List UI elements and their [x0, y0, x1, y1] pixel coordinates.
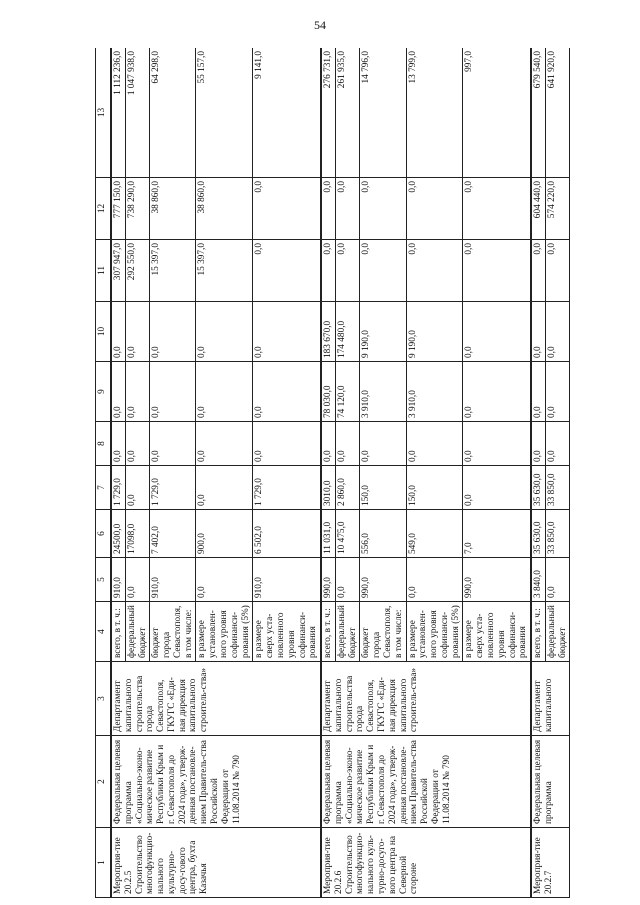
financing-table [95, 48, 570, 898]
value-cell: 0,0 [196, 302, 253, 362]
value-cell: 0,0 [321, 422, 335, 466]
column-number-row [96, 48, 112, 898]
value-cell: 900,0 [196, 510, 253, 558]
value-cell: 33 850,0 [545, 510, 570, 558]
value-cell: 0,0 [253, 178, 321, 240]
value-cell: 1 047 938,0 [125, 48, 150, 178]
value-cell: 0,0 [463, 362, 531, 422]
value-cell: 0,0 [463, 466, 531, 510]
value-cell: 549,0 [406, 510, 463, 558]
col-number: 6 [96, 510, 112, 558]
value-cell: 3 840,0 [531, 558, 545, 602]
rotated-table-area [95, 48, 640, 905]
value-cell: 174 480,0 [335, 302, 360, 362]
value-cell: 0,0 [545, 558, 570, 602]
value-cell: 0,0 [335, 422, 360, 466]
value-cell: 556,0 [360, 510, 406, 558]
program-cell: Федеральная целевая программа «Социально-эконо-мическое развитие Республики Крым и г. Севастополя до 2024 года», утверж-денная постановле-нием Правитель-ства Российской Федерации от 11.08.2014 № 790 [111, 736, 321, 828]
value-cell: 3 910,0 [406, 362, 463, 422]
value-cell: 0,0 [125, 422, 150, 466]
value-cell: 0,0 [360, 240, 406, 302]
value-cell: 0,0 [125, 466, 150, 510]
col-number: 4 [96, 602, 112, 662]
rotated-table-container [95, 48, 620, 898]
source-cell: федеральный бюджет [545, 602, 570, 662]
value-cell: 0,0 [335, 558, 360, 602]
value-cell: 910,0 [253, 558, 321, 602]
value-cell: 0,0 [463, 240, 531, 302]
col-number: 9 [96, 362, 112, 422]
col-number: 3 [96, 662, 112, 736]
source-cell: в размере сверх уста-новленного уровня софинанси-рования [253, 602, 321, 662]
source-cell: в размере установлен-ного уровня софинанси-рования (5%) [196, 602, 253, 662]
value-cell: 0,0 [360, 422, 406, 466]
source-cell: всего, в т. ч.: [111, 602, 125, 662]
value-cell: 11 031,0 [321, 510, 335, 558]
col-number: 7 [96, 466, 112, 510]
value-cell: 6 502,0 [253, 510, 321, 558]
col-number: 1 [96, 828, 112, 898]
value-cell: 0,0 [253, 240, 321, 302]
value-cell: 0,0 [531, 362, 545, 422]
value-cell: 13 799,0 [406, 48, 463, 178]
value-cell: 33 850,0 [545, 466, 570, 510]
value-cell: 74 120,0 [335, 362, 360, 422]
col-number: 10 [96, 302, 112, 362]
value-cell: 0,0 [196, 558, 253, 602]
value-cell: 2 860,0 [335, 466, 360, 510]
value-cell: 997,0 [463, 48, 531, 178]
value-cell: 574 220,0 [545, 178, 570, 240]
value-cell: 0,0 [531, 302, 545, 362]
program-cell: Федеральная целевая программа [531, 736, 570, 828]
value-cell: 0,0 [545, 302, 570, 362]
value-cell: 10 475,0 [335, 510, 360, 558]
value-cell: 0,0 [463, 302, 531, 362]
value-cell: 35 630,0 [531, 466, 545, 510]
table-row [531, 48, 545, 898]
value-cell: 0,0 [111, 362, 125, 422]
value-cell: 0,0 [545, 422, 570, 466]
value-cell: 0,0 [360, 178, 406, 240]
value-cell: 24500,0 [111, 510, 125, 558]
source-cell: в размере сверх уста-новленного уровня софинанси-рования [463, 602, 531, 662]
value-cell: 7 402,0 [150, 510, 196, 558]
source-cell: всего, в т. ч.: [321, 602, 335, 662]
value-cell: 3010,0 [321, 466, 335, 510]
value-cell: 38 860,0 [150, 178, 196, 240]
value-cell: 1 112 236,0 [111, 48, 125, 178]
value-cell: 738 290,0 [125, 178, 150, 240]
value-cell: 0,0 [150, 302, 196, 362]
col-number: 8 [96, 422, 112, 466]
event-cell: Мероприя-тие 20.2.5 Строительство многофункцио-нального культурно-досу-гового центра, бухта Казачья [111, 828, 321, 898]
value-cell: 0,0 [196, 422, 253, 466]
value-cell: 0,0 [531, 240, 545, 302]
source-cell: в размере установлен-ного уровня софинанси-рования (5%) [406, 602, 463, 662]
value-cell: 0,0 [253, 362, 321, 422]
source-cell: всего, в т. ч.: [531, 602, 545, 662]
value-cell: 292 550,0 [125, 240, 150, 302]
value-cell: 14 796,0 [360, 48, 406, 178]
value-cell: 0,0 [125, 302, 150, 362]
value-cell: 0,0 [545, 362, 570, 422]
value-cell: 1 729,0 [111, 466, 125, 510]
value-cell: 990,0 [321, 558, 335, 602]
table-row [111, 48, 125, 898]
value-cell: 0,0 [406, 178, 463, 240]
executor-cell: Департамент капитального [531, 662, 570, 736]
value-cell: 276 731,0 [321, 48, 335, 178]
col-number: 11 [96, 240, 112, 302]
value-cell: 990,0 [360, 558, 406, 602]
value-cell: 0,0 [150, 422, 196, 466]
value-cell: 9 141,0 [253, 48, 321, 178]
executor-cell: Департамент капитального строительства города Севастополя, ГКУГС «Еди-ная дирекция капитального строитель-ства» [111, 662, 321, 736]
value-cell: 0,0 [111, 302, 125, 362]
col-number: 12 [96, 178, 112, 240]
value-cell: 0,0 [406, 422, 463, 466]
value-cell: 0,0 [406, 240, 463, 302]
value-cell: 150,0 [406, 466, 463, 510]
value-cell: 910,0 [150, 558, 196, 602]
event-cell: Мероприя-тие 20.2.7 [531, 828, 570, 898]
value-cell: 55 157,0 [196, 48, 253, 178]
value-cell: 261 935,0 [335, 48, 360, 178]
value-cell: 0,0 [253, 422, 321, 466]
value-cell: 1 729,0 [253, 466, 321, 510]
event-cell: Мероприя-тие 20.2.6 Строительство многофункцио-нального куль-турно-досуго-вого центра на Северной стороне [321, 828, 531, 898]
value-cell: 150,0 [360, 466, 406, 510]
value-cell: 0,0 [196, 466, 253, 510]
source-cell: федеральный бюджет [335, 602, 360, 662]
value-cell: 3 910,0 [360, 362, 406, 422]
value-cell: 0,0 [406, 558, 463, 602]
value-cell: 64 298,0 [150, 48, 196, 178]
value-cell: 0,0 [125, 558, 150, 602]
source-cell: бюджет города Севастополя, в том числе: [360, 602, 406, 662]
value-cell: 307 947,0 [111, 240, 125, 302]
value-cell: 0,0 [463, 422, 531, 466]
value-cell: 0,0 [335, 178, 360, 240]
value-cell: 0,0 [125, 362, 150, 422]
value-cell: 15 397,0 [196, 240, 253, 302]
value-cell: 38 860,0 [196, 178, 253, 240]
value-cell: 35 630,0 [531, 510, 545, 558]
value-cell: 0,0 [531, 422, 545, 466]
col-number: 13 [96, 48, 112, 178]
value-cell: 0,0 [335, 240, 360, 302]
table-body [111, 48, 570, 898]
executor-cell: Департамент капитального строительства города Севастополя, ГКУГС «Еди-ная дирекция капитального строитель-ства» [321, 662, 531, 736]
value-cell: 17098,0 [125, 510, 150, 558]
value-cell: 0,0 [321, 240, 335, 302]
table-row [321, 48, 335, 898]
source-cell: федеральный бюджет [125, 602, 150, 662]
value-cell: 990,0 [463, 558, 531, 602]
value-cell: 0,0 [196, 362, 253, 422]
value-cell: 15 397,0 [150, 240, 196, 302]
value-cell: 7,0 [463, 510, 531, 558]
value-cell: 0,0 [150, 362, 196, 422]
value-cell: 9 190,0 [406, 302, 463, 362]
value-cell: 183 670,0 [321, 302, 335, 362]
col-number: 2 [96, 736, 112, 828]
source-cell: бюджет города Севастополя, в том числе: [150, 602, 196, 662]
program-cell: Федеральная целевая программа «Социально-эконо-мическое развитие Республики Крым и г. Севастополя до 2024 года», утверж-денная постановле-нием Правитель-ства Российской Федерации от 11.08.2014 № 790 [321, 736, 531, 828]
value-cell: 777 150,0 [111, 178, 125, 240]
value-cell: 604 440,0 [531, 178, 545, 240]
value-cell: 9 190,0 [360, 302, 406, 362]
value-cell: 641 920,0 [545, 48, 570, 178]
value-cell: 679 540,0 [531, 48, 545, 178]
value-cell: 0,0 [253, 302, 321, 362]
value-cell: 0,0 [321, 178, 335, 240]
page-number: 54 [314, 18, 326, 32]
value-cell: 910,0 [111, 558, 125, 602]
value-cell: 0,0 [463, 178, 531, 240]
col-number: 5 [96, 558, 112, 602]
value-cell: 78 030,0 [321, 362, 335, 422]
value-cell: 0,0 [111, 422, 125, 466]
value-cell: 1 729,0 [150, 466, 196, 510]
value-cell: 0,0 [545, 240, 570, 302]
